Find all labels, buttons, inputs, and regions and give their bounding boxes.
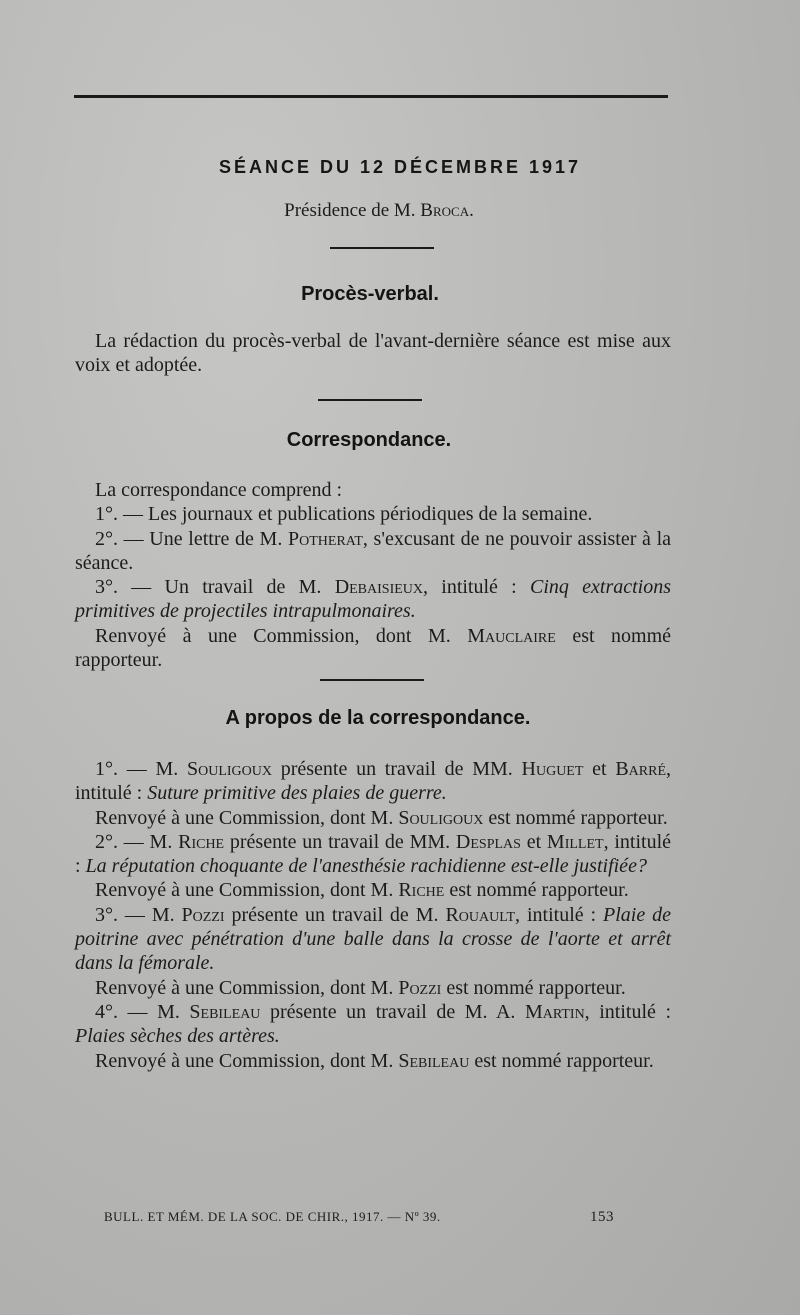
correspondance-text <box>75 478 671 672</box>
seance-heading: SÉANCE DU 12 DÉCEMBRE 1917 <box>218 157 582 177</box>
section-title-proces-verbal: Procès-verbal. <box>301 283 439 305</box>
section-title-correspondance: Correspondance. <box>286 429 452 451</box>
section-divider <box>320 679 424 681</box>
paragraph: 4°. — M. Sebileau présente un travail de M. A. Martin, intitulé : Plaies sèches des artères. <box>75 1000 671 1048</box>
paragraph: 1°. — M. Souligoux présente un travail de MM. Huguet et Barré, intitulé : Suture primitive des plaies de guerre. <box>75 758 672 805</box>
paragraph: Renvoyé à une Commission, dont M. Sebileau est nommé rapporteur. <box>95 1049 654 1072</box>
journal-reference: BULL. ET MÉM. DE LA SOC. DE CHIR., 1917. — Nº 39. <box>104 1209 441 1224</box>
paragraph: 2°. — Une lettre de M. Potherat, s'excusant de ne pouvoir assister à la séance. <box>75 527 672 574</box>
a-propos-text <box>75 757 671 1073</box>
president-name: Broca. <box>420 200 474 221</box>
paragraph: 1°. — Les journaux et publications périodiques de la semaine. <box>95 503 593 526</box>
section-divider <box>330 247 434 249</box>
paragraph: Renvoyé à une Commission, dont M. Pozzi est nommé rapporteur. <box>95 976 626 999</box>
paragraph: 3°. — M. Pozzi présente un travail de M. Rouault, intitulé : Plaie de poitrine avec pénétration d'une balle dans la crosse de l'aorte et arrêt dans la fémorale. <box>75 903 672 975</box>
proces-verbal-text: La rédaction du procès-verbal de l'avant-dernière séance est mise aux voix et adoptée. <box>75 330 671 377</box>
presidence-line: Présidence de M. Broca. <box>284 200 474 221</box>
page-footer <box>104 1209 624 1225</box>
paragraph: Renvoyé à une Commission, dont M. Mauclaire est nommé rapporteur. <box>75 624 672 672</box>
section-divider <box>318 399 422 401</box>
paragraph: La correspondance comprend : <box>95 479 343 501</box>
paragraph: Renvoyé à une Commission, dont M. Souligoux est nommé rapporteur. <box>95 806 668 829</box>
top-rule <box>74 95 668 98</box>
page-number: 153 <box>590 1209 614 1225</box>
paragraph: 2°. — M. Riche présente un travail de MM. Desplas et Millet, intitulé : La réputation choquante de l'anesthésie rachidienne est-elle justifiée? <box>75 830 672 878</box>
section-title-a-propos: A propos de la correspondance. <box>225 707 531 729</box>
paragraph: Renvoyé à une Commission, dont M. Riche est nommé rapporteur. <box>95 879 629 902</box>
paragraph: 3°. — Un travail de M. Debaisieux, intitulé : Cinq extractions primitives de projectiles intrapulmonaires. <box>75 576 671 623</box>
